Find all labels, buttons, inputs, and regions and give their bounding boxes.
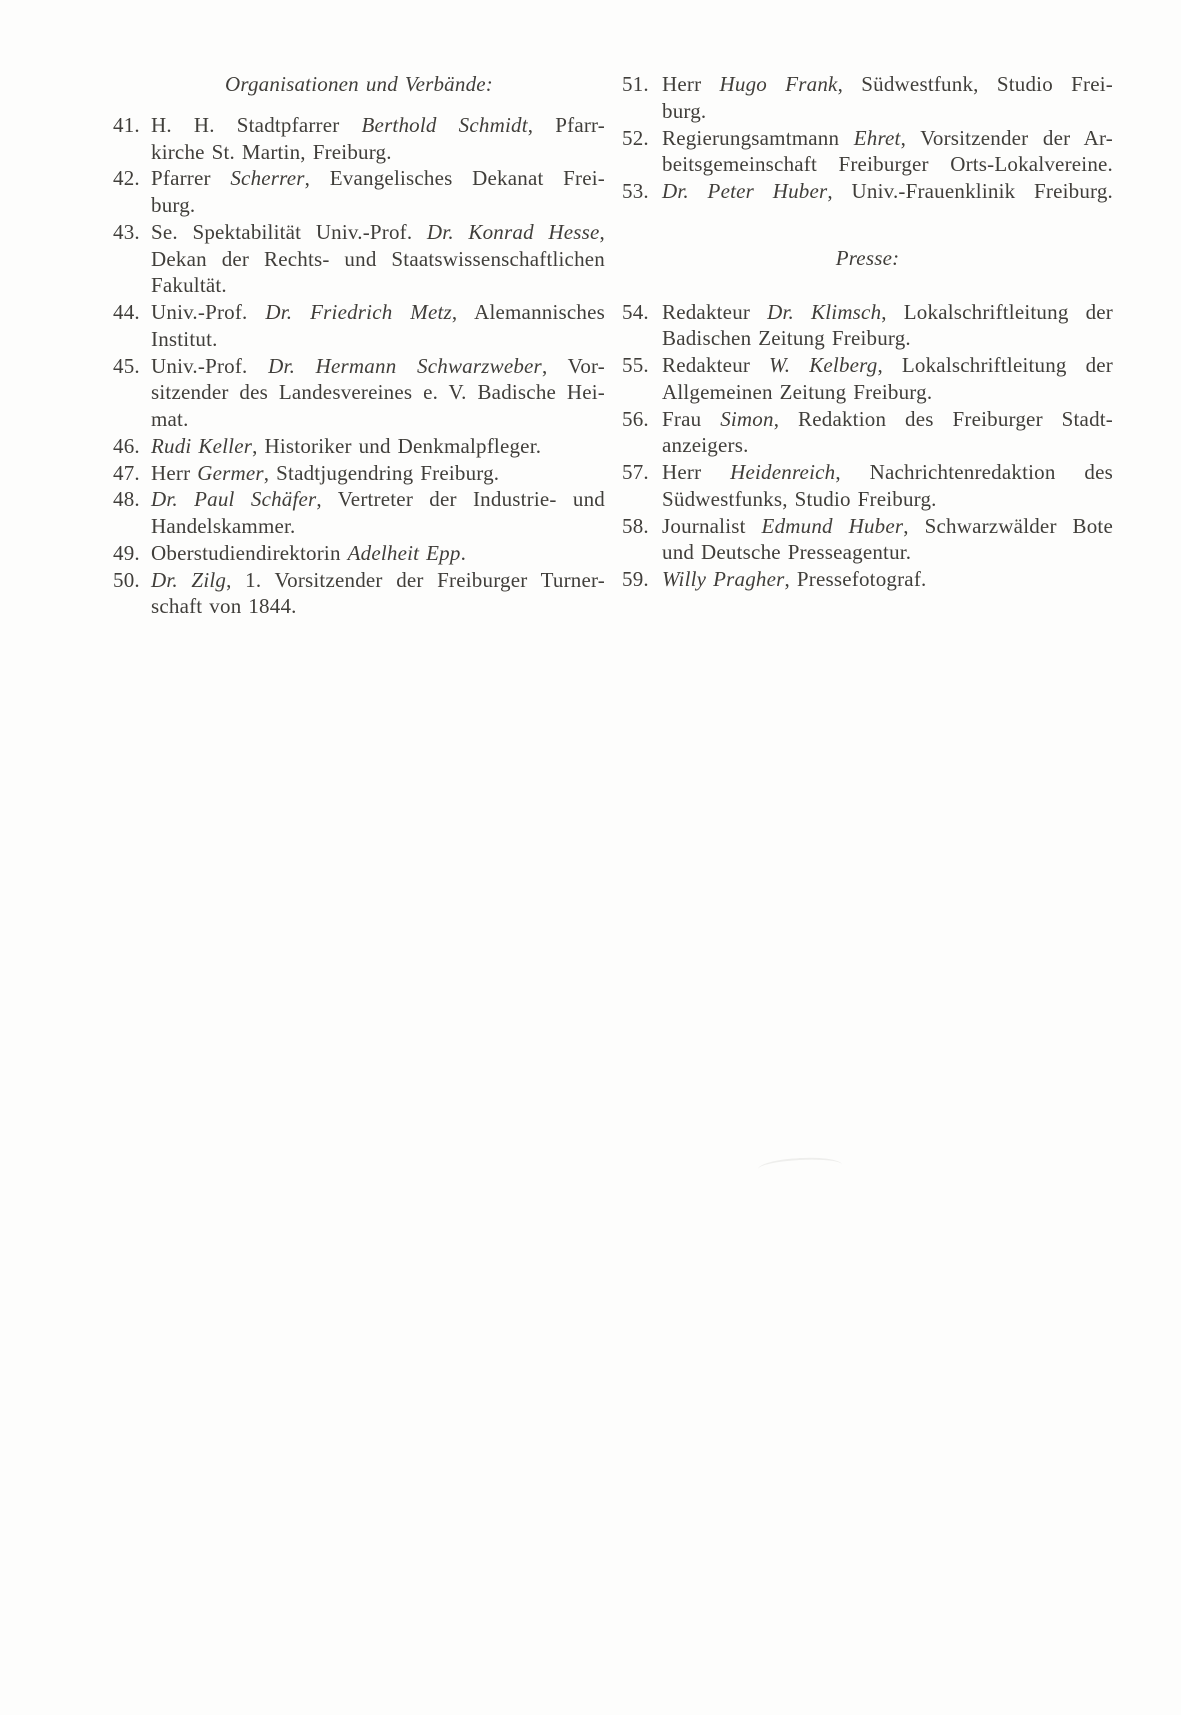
item-line: Institut. [151, 326, 218, 351]
item-number: 53. [622, 179, 649, 203]
list-item [113, 540, 605, 567]
item-number: 55. [622, 353, 649, 377]
item-line: 41. H. H. Stadtpfarrer Berthold Schmidt, Pfarr- [113, 112, 605, 137]
item-line: burg. [662, 98, 707, 123]
item-number: 43. [113, 219, 140, 244]
list-item [622, 459, 1113, 513]
item-line: Allgemeinen Zeitung Freiburg. [662, 379, 933, 404]
item-number: 45. [113, 353, 140, 378]
item-number: 50. [113, 567, 140, 592]
item-number: 57. [622, 460, 649, 484]
item-number: 59. [622, 567, 649, 591]
item-line: 53. Dr. Peter Huber, Univ.-Frauenklinik Freiburg. [622, 179, 1113, 203]
item-line: 48. Dr. Paul Schäfer, Vertreter der Industrie- und [113, 487, 605, 512]
item-line: sitzender des Landesvereines e. V. Badische Hei- [151, 380, 605, 405]
item-number: 58. [622, 513, 649, 538]
item-number: 49. [113, 540, 140, 565]
item-line: und Deutsche Presseagentur. [662, 540, 912, 565]
item-line: 47. Herr Germer, Stadtjugendring Freiburg. [113, 460, 500, 485]
item-line: 51. Herr Hugo Frank, Südwestfunk, Studio Frei- [622, 72, 1113, 96]
item-number: 47. [113, 460, 140, 485]
item-line: schaft von 1844. [151, 594, 297, 619]
item-line: anzeigers. [662, 433, 749, 458]
scan-smudge [758, 1156, 843, 1178]
item-line: burg. [151, 193, 196, 217]
item-line: 54. Redakteur Dr. Klimsch, Lokalschriftleitung der [622, 299, 1113, 324]
item-line: 55. Redakteur W. Kelberg, Lokalschriftleitung der [622, 353, 1113, 377]
list-item [113, 353, 605, 433]
list-item [113, 460, 605, 487]
list-item [113, 433, 605, 460]
item-line: 59. Willy Pragher, Pressefotograf. [622, 567, 927, 591]
item-line: kirche St. Martin, Freiburg. [151, 139, 392, 164]
list-item [622, 71, 1113, 125]
item-number: 44. [113, 300, 140, 324]
item-line: Fakultät. [151, 273, 227, 298]
list-item [113, 219, 605, 299]
item-line: 46. Rudi Keller, Historiker und Denkmalpfleger. [113, 433, 542, 458]
list-item [113, 112, 605, 166]
list-item [622, 513, 1113, 567]
item-line: Badischen Zeitung Freiburg. [662, 326, 911, 351]
item-number: 52. [622, 125, 649, 150]
item-number: 54. [622, 299, 649, 324]
item-line: Dekan der Rechts- und Staatswissenschaftlichen [151, 246, 605, 271]
item-number: 46. [113, 433, 140, 458]
item-line: 52. Regierungsamtmann Ehret, Vorsitzender der Ar- [622, 125, 1113, 150]
item-line: Handelskammer. [151, 514, 296, 538]
list-item [622, 566, 1113, 593]
item-line: 58. Journalist Edmund Huber, Schwarzwälder Bote [622, 513, 1113, 538]
right-column [622, 71, 1113, 593]
list-item [113, 567, 605, 621]
item-line: beitsgemeinschaft Freiburger Orts-Lokalvereine. [662, 152, 1113, 177]
item-number: 51. [622, 72, 649, 96]
section-header-presse: Presse: [835, 245, 900, 270]
list-item [113, 299, 605, 353]
list-item [622, 125, 1113, 179]
list-item [622, 406, 1113, 460]
section-header-organisationen: Organisationen und Verbände: [225, 72, 493, 96]
item-line: Südwestfunks, Studio Freiburg. [662, 486, 937, 511]
item-number: 56. [622, 406, 649, 431]
item-number: 41. [113, 112, 140, 137]
item-line: 57. Herr Heidenreich, Nachrichtenredaktion des [622, 460, 1113, 484]
list-item [622, 352, 1113, 406]
item-number: 42. [113, 166, 140, 191]
item-line: 42. Pfarrer Scherrer, Evangelisches Dekanat Frei- [113, 166, 605, 191]
right-top-item-list [622, 71, 1113, 205]
list-item [622, 178, 1113, 205]
item-line: 49. Oberstudiendirektorin Adelheit Epp. [113, 540, 467, 565]
item-line: mat. [151, 407, 189, 431]
item-number: 48. [113, 487, 140, 512]
item-line: 44. Univ.-Prof. Dr. Friedrich Metz, Alemannisches [113, 300, 605, 324]
item-line: 45. Univ.-Prof. Dr. Hermann Schwarzweber, Vor- [113, 353, 605, 378]
item-line: 43. Se. Spektabilität Univ.-Prof. Dr. Konrad Hesse, [113, 219, 605, 244]
left-item-list [113, 112, 605, 620]
item-line: 50. Dr. Zilg, 1. Vorsitzender der Freiburger Turner- [113, 567, 605, 592]
list-item [622, 299, 1113, 353]
item-line: 56. Frau Simon, Redaktion des Freiburger Stadt- [622, 406, 1114, 431]
left-column [113, 71, 605, 620]
list-item [113, 165, 605, 219]
list-item [113, 486, 605, 540]
right-bottom-item-list [622, 299, 1113, 593]
